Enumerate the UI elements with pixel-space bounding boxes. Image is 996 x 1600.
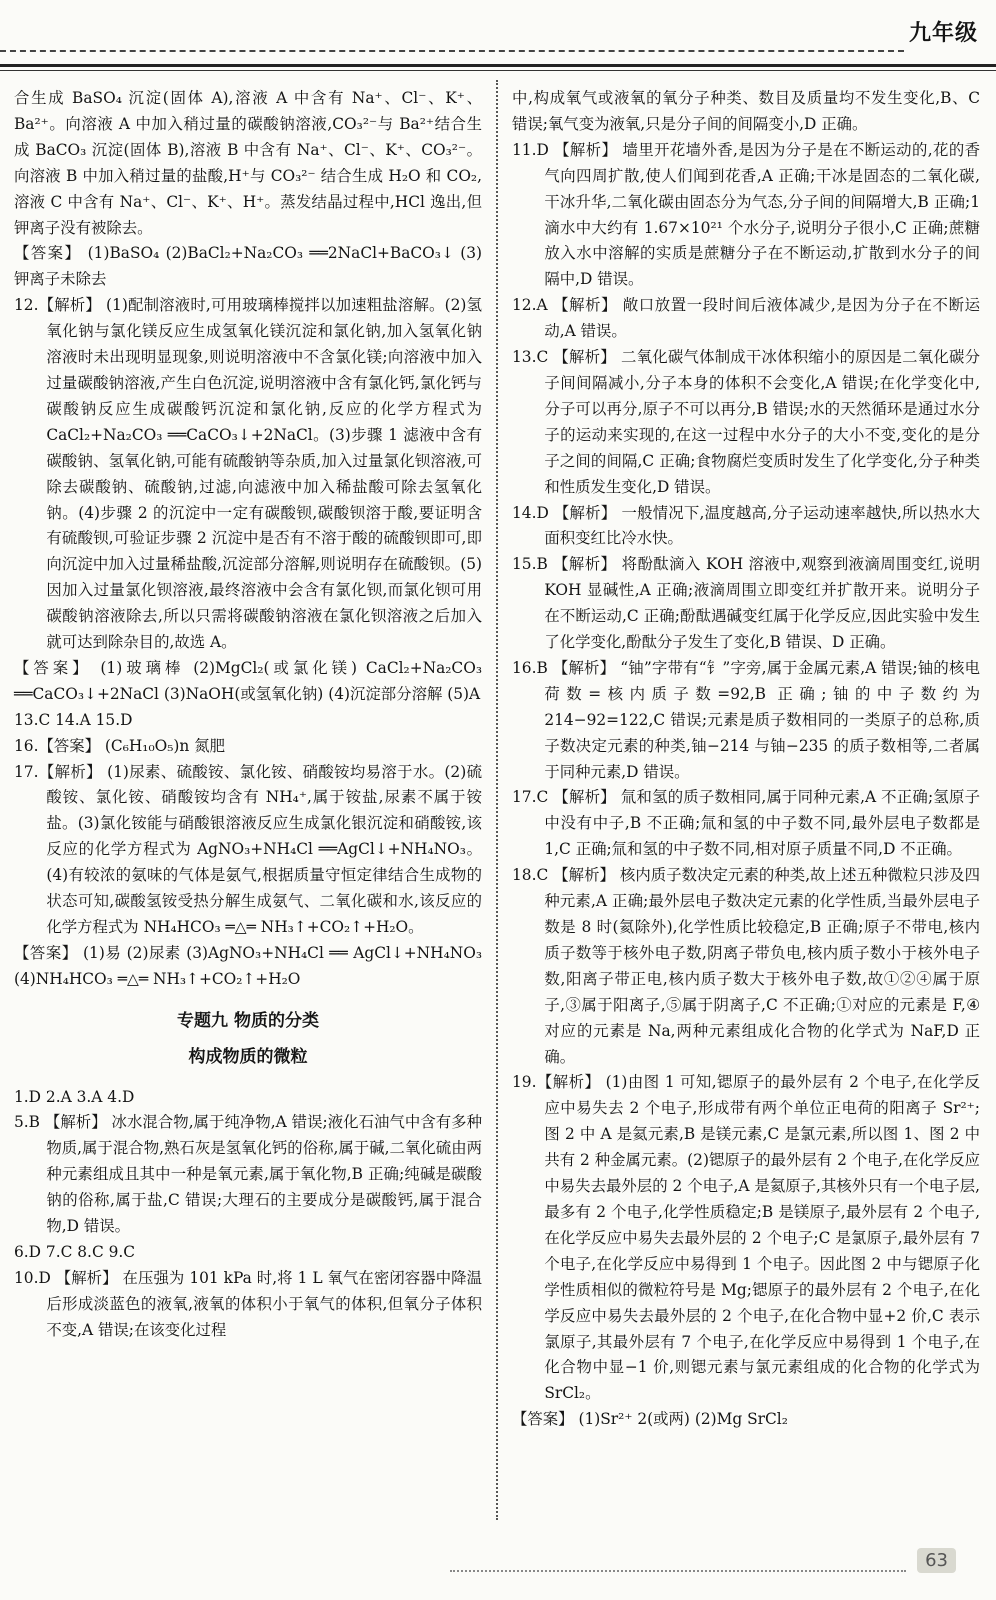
page-number: 63	[917, 1548, 956, 1573]
right-paragraph-item: 12.A 【解析】 敞口放置一段时间后液体减少,是因为分子在不断运动,A 错误。	[512, 296, 980, 341]
right-paragraph-item: 15.B 【解析】 将酚酞滴入 KOH 溶液中,观察到液滴周围变红,说明 KOH 显碱性,A 正确;液滴周围立即变红并扩散开来。说明分子在不断运动,C 正确;酚酞遇碱变红属于化学反应,因此实验中发生了化学变化,酚酞分子发生了变化,B 错误、D 正确。	[512, 555, 980, 652]
page-header	[0, 0, 996, 78]
right-paragraph-item: 18.C 【解析】 核内质子数决定元素的种类,故上述五种微粒只涉及四种元素,A 正确;最外层电子数决定元素的化学性质,当最外层电子数是 8 时(氦除外),化学性质比较稳定,B 正确;原子不带电,核内质子数等于核外电子数,阴离子带负电,核内质子数小于核外电子数,阳离子带正电,核内质子数大于核外电子数,故①②④属于原子,③属于阳离子,⑤属于阴离子,C 不正确;①对应的元素是 F,④对应的元素是 Na,两种元素组成化合物的化学式为 NaF,D 正确。	[512, 866, 980, 1066]
left-paragraph-heading: 专题九 物质的分类	[177, 1010, 319, 1031]
right-paragraph-item: 11.D 【解析】 墙里开花墙外香,是因为分子是在不断运动的,花的香气向四周扩散,使人们闻到花香,A 正确;干冰是固态的二氧化碳,干冰升华,二氧化碳由固态分为气态,分子间的间隔增大,B 正确;1 滴水中大约有 1.67×10²¹ 个水分子,说明分子很小,C 正确;蔗糖放入水中溶解的实质是蔗糖分子在不断运动,扩散到水分子的间隔中,D 错误。	[512, 140, 980, 289]
right-column	[512, 86, 980, 1433]
left-paragraph-item: 1.D 2.A 3.A 4.D	[14, 1087, 135, 1106]
page-footer	[430, 1540, 996, 1600]
header-dashed-rule	[0, 50, 904, 52]
left-paragraph-cont: 合生成 BaSO₄ 沉淀(固体 A),溶液 A 中含有 Na⁺、Cl⁻、K⁺、Ba²⁺。向溶液 A 中加入稍过量的碳酸钠溶液,CO₃²⁻与 Ba²⁺结合生成 BaCO₃ 沉淀(固体 B),溶液 B 中含有 Na⁺、Cl⁻、K⁺、CO₃²⁻。向溶液 B 中加入稍过量的盐酸,H⁺与 CO₃²⁻ 结合生成 H₂O 和 CO₂,溶液 C 中含有 Na⁺、Cl⁻、K⁺、H⁺。蒸发结晶过程中,HCl 逸出,但钾离子没有被除去。	[14, 89, 482, 237]
left-paragraph-item: 10.D 【解析】 在压强为 101 kPa 时,将 1 L 氧气在密闭容器中降温后形成淡蓝色的液氧,液氧的体积小于氧气的体积,但氧分子体积不变,A 错误;在该变化过程	[14, 1268, 482, 1339]
grade-label: 九年级	[908, 21, 978, 46]
left-paragraph-item: 17.【解析】 (1)尿素、硫酸铵、氯化铵、硝酸铵均易溶于水。(2)硫酸铵、氯化铵、硝酸铵均含有 NH₄⁺,属于铵盐,尿素不属于铵盐。(3)氯化铵能与硝酸银溶液反应生成氯化银沉淀和硝酸铵,该反应的化学方程式为 AgNO₃+NH₄Cl ══AgCl↓+NH₄NO₃。(4)有较浓的氨味的气体是氨气,根据质量守恒定律结合生成物的状态可知,碳酸氢铵受热分解生成氨气、二氧化碳和水,该反应的化学方程式为 NH₄HCO₃ ═△═ NH₃↑+CO₂↑+H₂O。	[14, 762, 482, 936]
left-paragraph-item: 12.【解析】 (1)配制溶液时,可用玻璃棒搅拌以加速粗盐溶解。(2)氢氧化钠与氯化镁反应生成氢氧化镁沉淀和氯化钠,加入氢氧化钠溶液时未出现明显现象,则说明溶液中不含氯化镁;向溶液中加入过量碳酸钠溶液,产生白色沉淀,说明溶液中含有氯化钙,氯化钙与碳酸钠反应生成碳酸钙沉淀和氯化钠,反应的化学方程式为 CaCl₂+Na₂CO₃ ══CaCO₃↓+2NaCl。(3)步骤 1 滤液中含有碳酸钠、氢氧化钠,可能有硫酸钠等杂质,加入过量氯化钡溶液,可除去碳酸钠、硫酸钠,过滤,向滤液中加入稀盐酸可除去氢氧化钠。(4)步骤 2 的沉淀中一定有碳酸钡,碳酸钡溶于酸,要证明含有硫酸钡,可验证步骤 2 沉淀中是否有不溶于酸的硫酸钡即可,即向沉淀中加入过量稀盐酸,沉淀部分溶解,则说明存在硫酸钡。(5)因加入过量氯化钡溶液,最终溶液中会含有氯化钡,而氯化钡可用碳酸钠溶液除去,所以只需将碳酸钠溶液在氯化钡溶液之后加入就可达到除杂目的,故选 A。	[14, 296, 482, 652]
right-paragraph-cont: 【答案】 (1)Sr²⁺ 2(或两) (2)Mg SrCl₂	[512, 1410, 788, 1429]
left-paragraph-item: 5.B 【解析】 冰水混合物,属于纯净物,A 错误;液化石油气中含有多种物质,属于混合物,熟石灰是氢氧化钙的俗称,属于碱,二氧化硫由两种元素组成且其中一种是氧元素,属于氧化物,B 正确;纯碱是碳酸钠的俗称,属于盐,C 错误;大理石的主要成分是碳酸钙,属于混合物,D 错误。	[14, 1113, 482, 1236]
right-paragraph-item: 19.【解析】 (1)由图 1 可知,锶原子的最外层有 2 个电子,在化学反应中易失去 2 个电子,形成带有两个单位正电荷的阳离子 Sr²⁺;图 2 中 A 是氦元素,B 是镁元素,C 是氯元素,所以图 1、图 2 中共有 2 种金属元素。(2)锶原子的最外层有 2 个电子,在化学反应中易失去最外层的 2 个电子,A 是氦原子,其核外只有一个电子层,最多有 2 个电子,化学性质稳定;B 是镁原子,最外层有 2 个电子,在化学反应中易失去最外层的 2 个电子;C 是氯原子,最外层有 7 个电子,在化学反应中易得到 1 个电子。因此图 2 中与锶原子化学性质相似的微粒符号是 Mg;锶原子的最外层有 2 个电子,在化学反应中易失去最外层的 2 个电子,在化合物中显+2 价,C 表示氯原子,其最外层有 7 个电子,在化学反应中易得到 1 个电子,在化合物中显−1 价,则锶元素与氯元素组成的化合物的化学式为 SrCl₂。	[512, 1073, 980, 1403]
left-paragraph-item: 6.D 7.C 8.C 9.C	[14, 1242, 136, 1261]
right-paragraph-item: 13.C 【解析】 二氧化碳气体制成干冰体积缩小的原因是二氧化碳分子间间隔减小,分子本身的体积不会变化,A 错误;在化学变化中,分子可以再分,原子不可以再分,B 错误;水的天然循环是通过水分子的运动来实现的,在这一过程中水分子的大小不变,变化的是分子之间的间隔,C 正确;食物腐烂变质时发生了化学变化,分子种类和性质发生变化,D 错误。	[512, 348, 980, 496]
left-paragraph-item: 13.C 14.A 15.D	[14, 710, 133, 729]
right-paragraph-item: 16.B 【解析】 “铀”字带有“钅”字旁,属于金属元素,A 错误;铀的核电荷数=核内质子数=92,B 正确;铀的中子数约为 214−92=122,C 错误;元素是质子数相同的一类原子的总称,质子数决定元素的种类,铀−214 与铀−235 的质子数相等,二者属于同种元素,D 错误。	[512, 658, 980, 781]
right-paragraph-item: 14.D 【解析】 一般情况下,温度越高,分子运动速率越快,所以热水大面积变红比冷水快。	[512, 503, 980, 548]
right-paragraph-item: 17.C 【解析】 氚和氢的质子数相同,属于同种元素,A 不正确;氢原子中没有中子,B 不正确;氚和氢的中子数不同,最外层电子数都是 1,C 正确;氚和氢的中子数不同,相对原子质量不同,D 不正确。	[512, 788, 980, 859]
header-thick-rule	[0, 64, 996, 67]
footer-rule	[450, 1570, 906, 1572]
column-divider	[496, 80, 498, 1520]
left-paragraph-subheading: 构成物质的微粒	[188, 1046, 308, 1067]
left-column	[14, 86, 482, 1344]
left-paragraph-cont: 【答案】 (1)BaSO₄ (2)BaCl₂+Na₂CO₃ ══2NaCl+BaCO₃↓ (3)钾离子未除去	[14, 244, 482, 289]
left-paragraph-cont: 【答案】 (1)易 (2)尿素 (3)AgNO₃+NH₄Cl ══ AgCl↓+NH₄NO₃ (4)NH₄HCO₃ ═△═ NH₃↑+CO₂↑+H₂O	[14, 943, 482, 988]
right-paragraph-cont: 中,构成氧气或液氧的氧分子种类、数目及质量均不发生变化,B、C 错误;氧气变为液氧,只是分子间的间隔变小,D 正确。	[512, 89, 980, 133]
left-paragraph-item: 16.【答案】 (C₆H₁₀O₅)n 氮肥	[14, 736, 226, 755]
left-paragraph-cont: 【答案】 (1)玻璃棒 (2)MgCl₂(或氯化镁) CaCl₂+Na₂CO₃ ══CaCO₃↓+2NaCl (3)NaOH(或氢氧化钠) (4)沉淀部分溶解 (5)A	[14, 658, 482, 703]
header-thin-rule	[0, 70, 996, 71]
